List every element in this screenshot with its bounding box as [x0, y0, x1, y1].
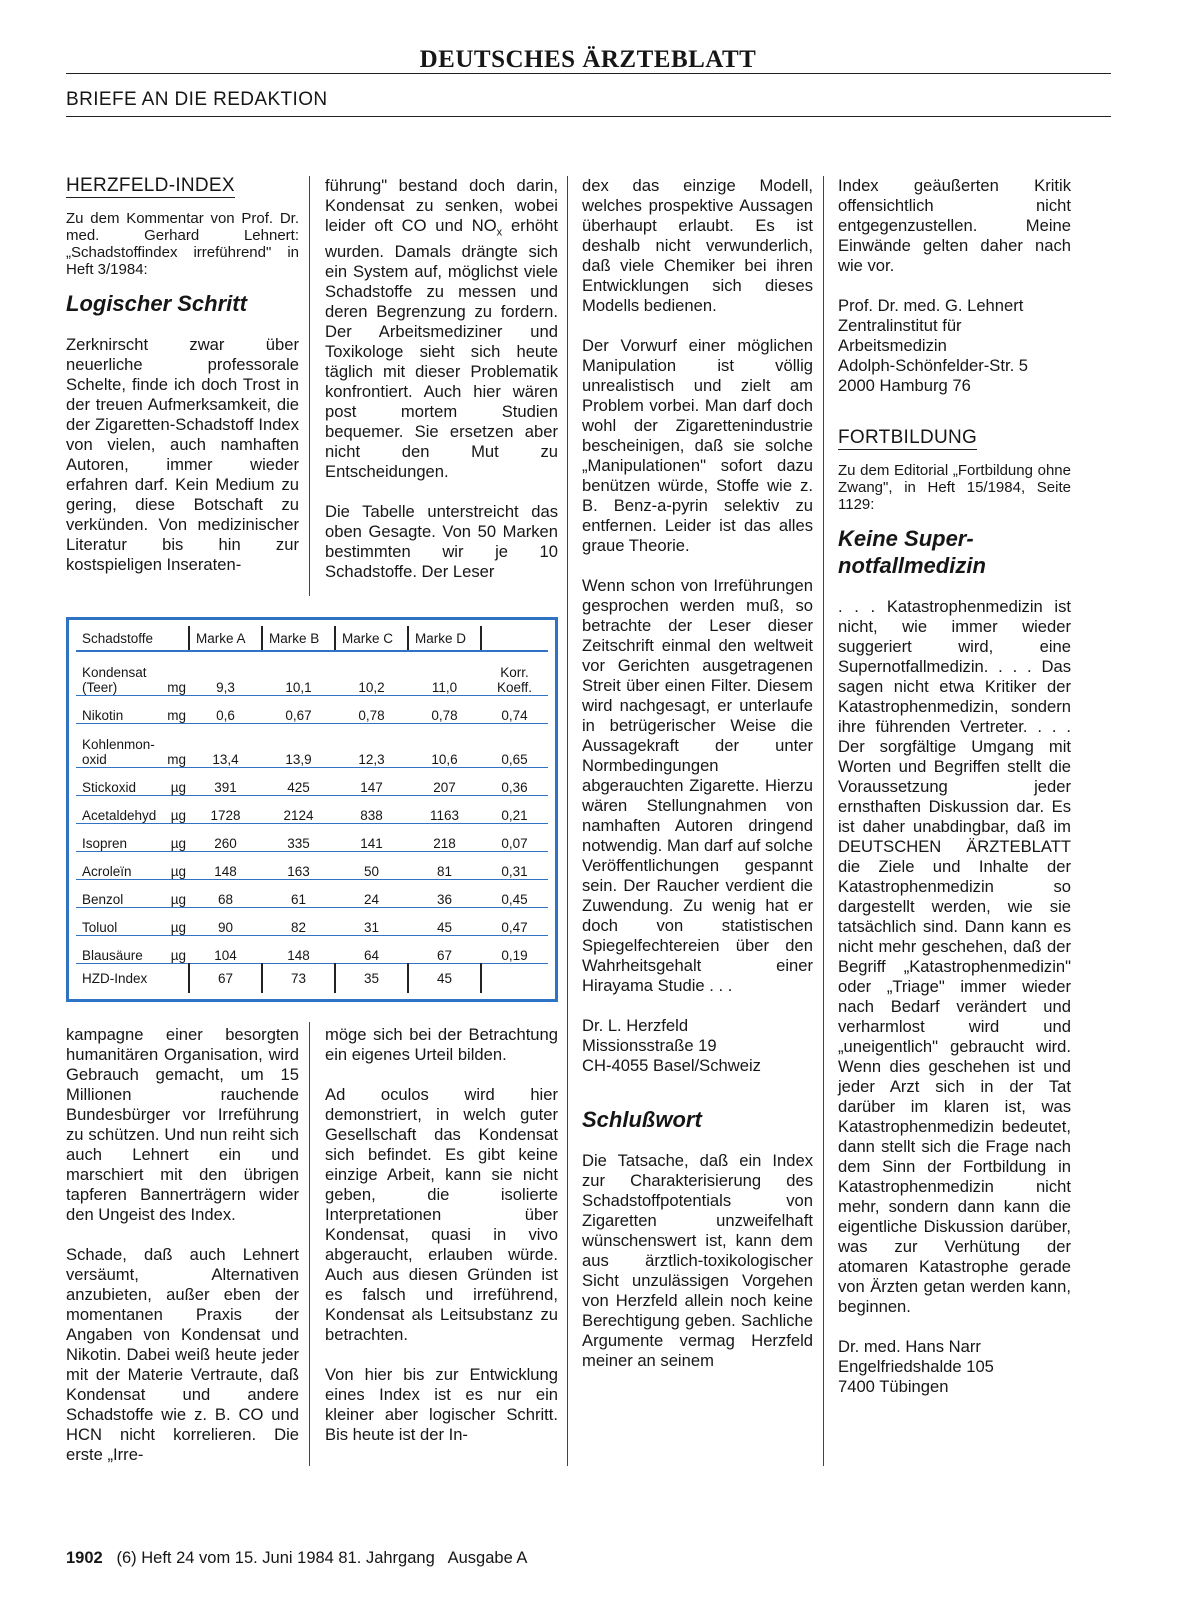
letter1-paragraph: Der Vorwurf einer möglichen Manipulation ist völlig unrealistisch und zielt am Problem vorbei. Man darf doch wohl der Zigarettenindustrie bescheinigen, daß sie solche „Manipulationen" sofort dazu benützen würde, Stoffe wie z. B. Benz-a-pyrin selektiv zu entfernen. Leider ist das alles graue Theorie.	[582, 336, 813, 555]
substance-name: (Teer)	[82, 679, 118, 695]
table-cell: 10,1	[262, 651, 335, 695]
substance-name-line	[82, 680, 189, 695]
table-row	[76, 935, 548, 963]
letter1-paragraph: möge sich bei der Betrachtung ein eigenes Urteil bilden.	[325, 1025, 558, 1064]
letter2-signature	[838, 1337, 1071, 1397]
table-cell: 0,47	[481, 907, 548, 935]
letter1-paragraph: Die Tabelle unterstreicht das oben Gesagte. Von 50 Marken bestimmten wir je 10 Schadstoffe. Der Leser	[325, 502, 558, 582]
table-cell-substance	[76, 907, 189, 935]
section-rule	[66, 116, 1111, 117]
table-cell: 13,9	[262, 723, 335, 767]
substance-name-line: Kohlenmon-	[82, 736, 155, 752]
substance-name-line	[82, 780, 189, 795]
table-cell: 67	[189, 963, 262, 993]
table-cell: 0,36	[481, 767, 548, 795]
schlusswort-paragraph: Die Tatsache, daß ein Index zur Charakterisierung des Schadstoffpotentials von Zigaretten unzweifelhaft wünschenswert ist, kann dem aus ärztlich-toxikologischer Sicht unzulässigen Vorgehen von Herzfeld allein noch keine Berechtigung geben. Sachliche Argumente vermag Herzfeld meiner an seinem	[582, 1151, 813, 1370]
schlusswort-headline: Schlußwort	[582, 1107, 702, 1132]
table-cell: 0,19	[481, 935, 548, 963]
letter1-col1-lower	[66, 1025, 299, 1465]
unit: µg	[170, 891, 186, 907]
substance-name-line: Kondensat	[82, 664, 147, 680]
masthead: DEUTSCHES ÄRZTEBLATT	[419, 46, 757, 73]
table-header: Marke A	[189, 626, 262, 651]
table-row	[76, 879, 548, 907]
substance-name-line	[82, 808, 189, 823]
letter1-paragraph: kampagne einer besorgten humanitären Organisation, wird Gebrauch gemacht, um 15 Millionen rauchende Bundesbürger vor Irreführung zu schützen. Und nun reiht sich auch Lehnert ein und marschiert mit den übrigen tapferen Bannerträgern wider den Ungeist des Index.	[66, 1025, 299, 1224]
table-cell: 218	[408, 823, 481, 851]
table-cell-substance	[76, 851, 189, 879]
table-cell: 838	[335, 795, 408, 823]
table-cell: 12,3	[335, 723, 408, 767]
substance-name-line	[82, 708, 189, 723]
table-cell: 0,07	[481, 823, 548, 851]
edition: Ausgabe A	[447, 1549, 528, 1567]
table-cell: 24	[335, 879, 408, 907]
table-cell-substance	[76, 935, 189, 963]
table-cell: 0,6	[189, 695, 262, 723]
headline-line: Keine Super-	[838, 526, 974, 551]
table-cell: 90	[189, 907, 262, 935]
letter1-col2-lower	[325, 1025, 558, 1445]
substance-name: Toluol	[82, 919, 118, 935]
signature-line: 2000 Hamburg 76	[838, 376, 971, 395]
unit: µg	[170, 919, 186, 935]
letter1-col1-upper	[66, 176, 299, 575]
letter1-signature	[582, 1016, 813, 1076]
table-row	[76, 795, 548, 823]
table-cell: 45	[408, 963, 481, 993]
unit: mg	[167, 679, 186, 695]
letter2-intro: Zu dem Editorial „Fortbildung ohne Zwang", in Heft 15/1984, Seite 1129:	[838, 462, 1071, 513]
table-cell: 148	[262, 935, 335, 963]
table-row	[76, 651, 548, 695]
table-cell: 9,3	[189, 651, 262, 695]
schadstoff-table	[66, 617, 558, 1002]
table-header: Marke D	[408, 626, 481, 651]
table-cell: 73	[262, 963, 335, 993]
unit: µg	[170, 807, 186, 823]
letter1-col2-upper	[325, 176, 558, 582]
letter1-paragraph: Ad oculos wird hier demonstriert, in welch guter Gesellschaft das Kondensat sich befindet. Es gibt keine einzige Arbeit, kann sie nicht geben, die isolierte Interpretationen über Kondensat, quasi in vivo abgeraucht, erlauben würde. Auch aus diesen Gründen ist es falsch und irreführend, Kondensat als Leitsubstanz zu betrachten.	[325, 1085, 558, 1344]
table-cell: 207	[408, 767, 481, 795]
substance-name: Acroleïn	[82, 863, 132, 879]
rubric-herzfeld-index: HERZFELD-INDEX	[66, 175, 235, 196]
unit: mg	[167, 751, 186, 767]
table-header-row	[76, 626, 548, 651]
table-cell: 31	[335, 907, 408, 935]
table-cell: 50	[335, 851, 408, 879]
letter1-paragraph: Von hier bis zur Entwicklung eines Index ist es nur ein kleiner aber logischer Schritt. Bis heute ist der In-	[325, 1365, 558, 1444]
table-cell: 0,65	[481, 723, 548, 767]
table-row	[76, 823, 548, 851]
masthead-rule	[66, 73, 1111, 74]
koeff-label: Koeff.	[496, 679, 533, 695]
unit: µg	[170, 779, 186, 795]
column-separator	[309, 176, 310, 596]
table-cell: 67	[408, 935, 481, 963]
section-title: BRIEFE AN DIE REDAKTION	[66, 89, 328, 110]
table-row	[76, 767, 548, 795]
letter1-headline: Logischer Schritt	[66, 291, 247, 316]
table-cell: 141	[335, 823, 408, 851]
issue-info: (6) Heft 24 vom 15. Juni 1984 81. Jahrgang	[116, 1549, 435, 1567]
korr-label: Korr.	[500, 664, 529, 680]
table-cell-substance: HZD-Index	[82, 970, 148, 986]
table-cell: 0,67	[262, 695, 335, 723]
signature-line: Zentralinstitut für Arbeitsmedizin	[838, 316, 962, 355]
unit: mg	[167, 707, 186, 723]
letter1-paragraph: Zerknirscht zwar über neuerliche professorale Schelte, finde ich doch Trost in der treuen Aufmerksamkeit, die der Zigaretten-Schadstoff Index von vielen, auch namhaften Autoren, immer wieder erfahren darf. Kein Medium zu gering, diese Botschaft zu verkünden. Von medizinischer Literatur bis hin zur kostspieligen Inseraten-	[66, 335, 299, 574]
text-run: erhöht wurden. Damals drängte sich ein System auf, möglichst viele Schadstoffe zu messen und deren Begrenzung zu fordern. Der Arbeitsmediziner und Toxikologe sieht sich heute täglich mit dieser Problematik konfrontiert. Auch hier wären post mortem Studien bequemer. Sie ersetzen aber nicht den Mut zu Entscheidungen.	[325, 216, 558, 482]
table-cell: 45	[408, 907, 481, 935]
page-footer	[66, 1549, 527, 1568]
table-cell: 260	[189, 823, 262, 851]
table-cell-substance	[76, 651, 189, 695]
substance-name-line	[82, 752, 189, 767]
table-cell-substance	[76, 767, 189, 795]
table-cell: 36	[408, 879, 481, 907]
table-cell: 391	[189, 767, 262, 795]
schlusswort-signature	[838, 296, 1071, 396]
table-cell-substance	[76, 695, 189, 723]
table-cell: 335	[262, 823, 335, 851]
table-cell: 147	[335, 767, 408, 795]
table-cell: 68	[189, 879, 262, 907]
signature-line: 7400 Tübingen	[838, 1377, 949, 1396]
headline-line: notfallmedizin	[838, 553, 986, 578]
table-cell: 0,74	[481, 695, 548, 723]
column-separator	[309, 1022, 310, 1466]
table-row	[76, 851, 548, 879]
letter1-col3	[582, 176, 813, 1371]
schadstoff-table-grid	[76, 626, 548, 993]
col4	[838, 176, 1071, 1417]
substance-name: oxid	[82, 751, 107, 767]
letter2-headline	[838, 525, 1071, 579]
table-cell: 148	[189, 851, 262, 879]
signature-line: Dr. L. Herzfeld	[582, 1016, 689, 1035]
table-cell-substance	[76, 795, 189, 823]
table-cell: 10,2	[335, 651, 408, 695]
table-cell-substance	[76, 823, 189, 851]
table-row-hzd-index	[76, 963, 548, 993]
table-cell: 2124	[262, 795, 335, 823]
table-cell: 1163	[408, 795, 481, 823]
table-header: Marke B	[262, 626, 335, 651]
signature-line: Missionsstraße 19	[582, 1036, 717, 1055]
letter1-paragraph	[325, 176, 558, 482]
substance-name-line	[82, 892, 189, 907]
substance-name: Acetaldehyd	[82, 807, 157, 823]
table-cell: 61	[262, 879, 335, 907]
unit: µg	[170, 863, 186, 879]
letter1-paragraph: Wenn schon von Irreführungen gesprochen werden muß, so betrachte der Leser dieser Zeitschrift einmal den weltweit vor Gerichten ausgetragenen Streit über einen Filter. Diesem wird nachgesagt, er unterlaufe in betrügerischer Weise die Aussagekraft der unter Normbedingungen abgerauchten Zigarette. Hierzu wären Stellungnahmen von namhaften Autoren dringend notwendig. Man darf auf solche Veröffentlichungen gespannt sein. Der Raucher verdient die Zuwendung. Zu wenig hat er doch von statistischen Spiegelfechtereien über den Wahrheitsgehalt einer Hirayama Studie . . .	[582, 576, 813, 995]
table-header	[481, 626, 548, 651]
unit: µg	[170, 947, 186, 963]
signature-line: CH-4055 Basel/Schweiz	[582, 1056, 761, 1075]
table-row	[76, 723, 548, 767]
table-cell-substance	[76, 879, 189, 907]
table-cell: 0,21	[481, 795, 548, 823]
signature-line: Dr. med. Hans Narr	[838, 1337, 981, 1356]
signature-line: Engelfriedshalde 105	[838, 1357, 994, 1376]
table-cell: 81	[408, 851, 481, 879]
table-cell: 13,4	[189, 723, 262, 767]
substance-name: Stickoxid	[82, 779, 137, 795]
subscript: x	[496, 226, 503, 239]
substance-name-line	[82, 948, 189, 963]
table-cell: 1728	[189, 795, 262, 823]
text-run: führung" bestand doch darin, Kondensat zu senken, wobei leider oft CO und NO	[325, 176, 558, 235]
substance-name: Blausäure	[82, 947, 143, 963]
page-number: 1902	[66, 1549, 103, 1567]
table-row	[76, 695, 548, 723]
table-row	[76, 907, 548, 935]
substance-name: Isopren	[82, 835, 128, 851]
table-cell: 10,6	[408, 723, 481, 767]
substance-name: Benzol	[82, 891, 124, 907]
signature-line: Prof. Dr. med. G. Lehnert	[838, 296, 1024, 315]
substance-name: Nikotin	[82, 707, 124, 723]
schlusswort-paragraph: Index geäußerten Kritik offensichtlich nicht entgegenzustellen. Meine Einwände gelten daher nach wie vor.	[838, 176, 1071, 275]
substance-name-line	[82, 836, 189, 851]
letter2-paragraph: . . . Katastrophenmedizin ist nicht, wie immer wieder suggeriert wird, eine Supernotfallmedizin. . . . Das sagen nicht etwa Kritiker der Katastrophenmedizin, sondern ihre führenden Vertreter. . . . Der sorgfältige Umgang mit Worten und Begriffen stellt die Voraussetzung jeder ernsthaften Diskussion dar. Es ist daher unabdingbar, daß im DEUTSCHEN ÄRZTEBLATT die Ziele und Inhalte der Katastrophenmedizin so dargestellt werden, wie sie tatsächlich sind. Dann kann es nicht mehr geschehen, daß der Begriff „Katastrophenmedizin" oder „Triage" immer wieder nach Bedarf verändert und verharmlost wird und „uneigentlich" gebraucht wird. Wenn dies geschehen ist und jeder Arzt sich in der Tat darüber im klaren ist, was Katastrophenmedizin bedeutet, dann stellt sich die Frage nach dem Sinn der Fortbildung in Katastrophenmedizin nicht mehr, sondern dann kann die eigentliche Diskussion darüber, was zur Verhütung der atomaren Katastrophe gerade von Ärzten getan werden kann, beginnen.	[838, 597, 1071, 1316]
rubric-fortbildung: FORTBILDUNG	[838, 427, 978, 448]
column-separator	[567, 176, 568, 1466]
table-cell	[481, 963, 548, 993]
signature-line: Adolph-Schönfelder-Str. 5	[838, 356, 1029, 375]
table-header: Marke C	[335, 626, 408, 651]
table-header: Schadstoffe	[76, 626, 189, 651]
table-cell: 104	[189, 935, 262, 963]
substance-name-line	[82, 864, 189, 879]
substance-name-line	[82, 920, 189, 935]
letter1-intro: Zu dem Kommentar von Prof. Dr. med. Gerhard Lehnert: „Schadstoffindex irreführend" in Heft 3/1984:	[66, 210, 299, 278]
letter1-paragraph: dex das einzige Modell, welches prospektive Aussagen überhaupt erlaubt. Es ist deshalb nicht verwunderlich, daß viele Chemiker bei ihren Entwicklungen sich dieses Modells bedienen.	[582, 176, 813, 315]
table-cell: 0,31	[481, 851, 548, 879]
unit: µg	[170, 835, 186, 851]
table-cell: 0,78	[335, 695, 408, 723]
table-cell: 82	[262, 907, 335, 935]
table-cell: 11,0	[408, 651, 481, 695]
table-cell: 64	[335, 935, 408, 963]
table-cell	[481, 651, 548, 695]
letter1-paragraph: Schade, daß auch Lehnert versäumt, Alternativen anzubieten, außer eben der momentanen Praxis der Angaben von Kondensat und Nikotin. Dabei weiß heute jeder mit der Materie Vertraute, daß Kondensat und andere Schadstoffe wie z. B. CO und HCN nicht korrelieren. Die erste „Irre-	[66, 1245, 299, 1464]
table-cell: 0,45	[481, 879, 548, 907]
table-cell-substance	[76, 723, 189, 767]
table-cell: 425	[262, 767, 335, 795]
table-cell: 163	[262, 851, 335, 879]
table-cell: 0,78	[408, 695, 481, 723]
table-cell: 35	[335, 963, 408, 993]
column-separator	[823, 176, 824, 1466]
